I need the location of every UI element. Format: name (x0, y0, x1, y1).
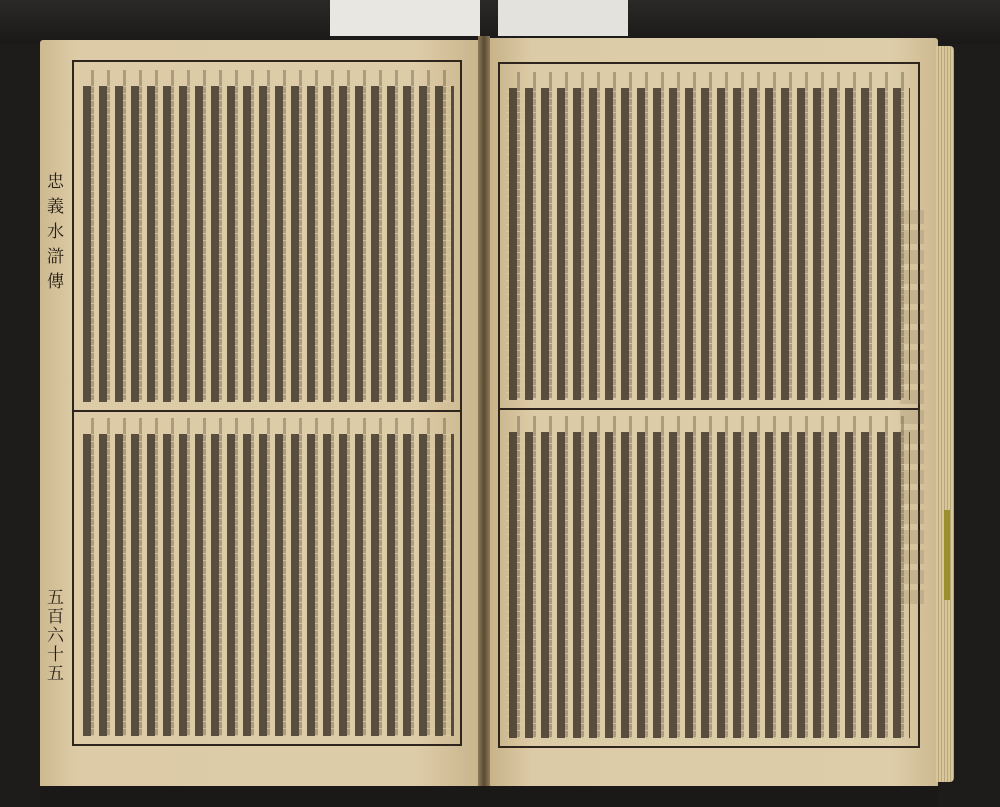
bottom-shadow (40, 786, 938, 807)
register-divider (74, 410, 460, 412)
right-lower-text-columns (506, 432, 910, 738)
background-paper-scrap-2 (498, 0, 628, 36)
page-edges (936, 46, 954, 782)
left-text-frame (72, 60, 462, 746)
left-lower-text-columns (80, 434, 454, 736)
bookmark-tab (944, 510, 950, 600)
book-spine (478, 36, 490, 798)
show-through-text (900, 210, 924, 610)
register-divider (500, 408, 918, 410)
page-number: 五百六十五 (43, 588, 63, 683)
running-title: 忠義水滸傳 (43, 172, 63, 297)
right-upper-text-columns (506, 88, 910, 400)
background-paper-scrap (330, 0, 480, 36)
left-upper-text-columns (80, 86, 454, 402)
right-text-frame (498, 62, 920, 748)
